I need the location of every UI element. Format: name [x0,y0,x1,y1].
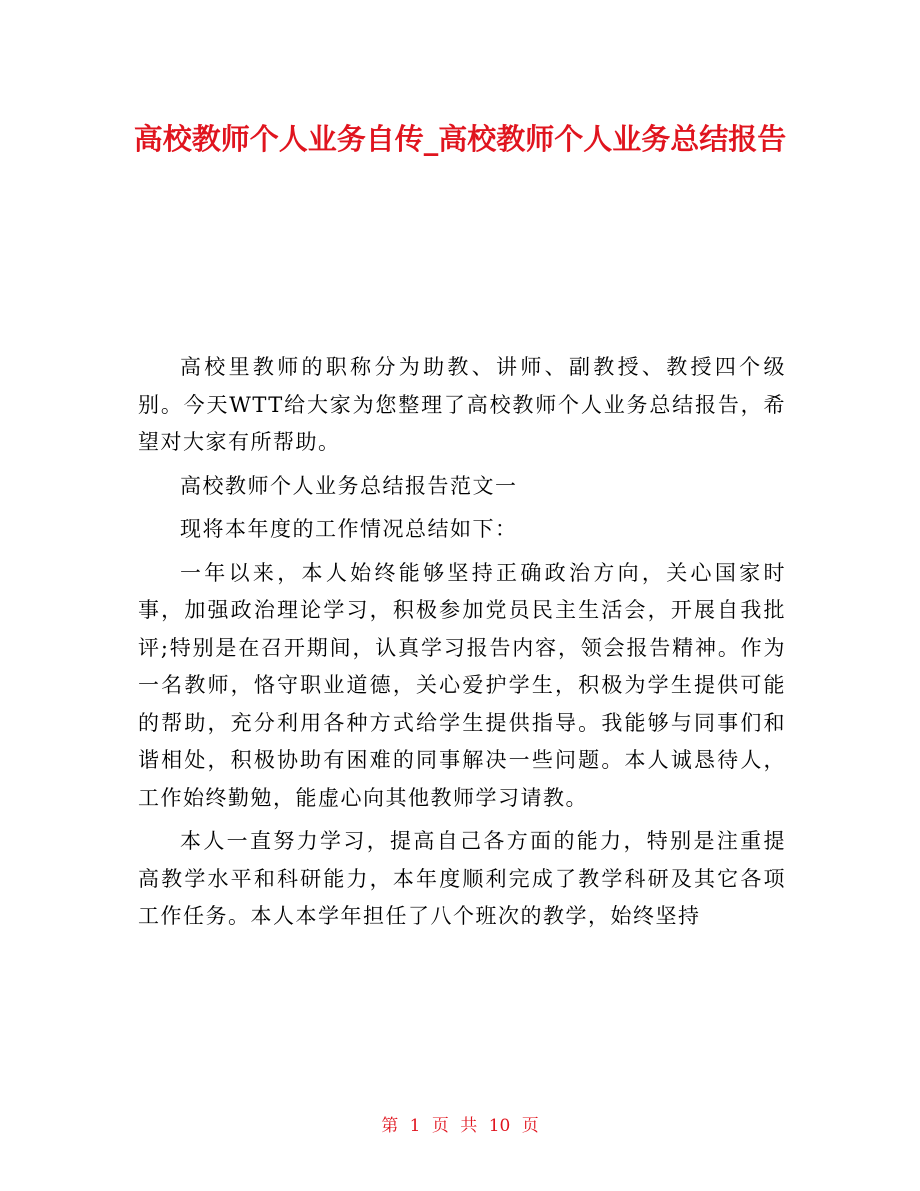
document-title: 高校教师个人业务自传_高校教师个人业务总结报告 [133,122,787,156]
paragraph-study: 本人一直努力学习，提高自己各方面的能力，特别是注重提高教学水平和科研能力，本年度顺利完成了教学科研及其它各项工作任务。本人本学年担任了八个班次的教学，始终坚持 [138,829,786,928]
paragraph-heading: 高校教师个人业务总结报告范文一 [180,473,518,498]
paragraph-intro: 高校里教师的职称分为助教、讲师、副教授、教授四个级别。今天WTT给大家为您整理了高校教师个人业务总结报告，希望对大家有所帮助。 [138,355,786,454]
document-body [138,349,786,942]
paragraph-politics: 一年以来，本人始终能够坚持正确政治方向，关心国家时事，加强政治理论学习，积极参加党员民主生活会，开展自我批评;特别是在召开期间，认真学习报告内容，领会报告精神。作为一名教师，恪守职业道德，关心爱护学生，积极为学生提供可能的帮助，充分利用各种方式给学生提供指导。我能够与同事们和谐相处，积极协助有困难的同事解决一些问题。本人诚恳待人，工作始终勤勉，能虚心向其他教师学习请教。 [138,560,786,810]
paragraph-summary-lead: 现将本年度的工作情况总结如下： [180,517,518,541]
page-footer: 第 1 页 共 10 页 [381,1116,539,1136]
